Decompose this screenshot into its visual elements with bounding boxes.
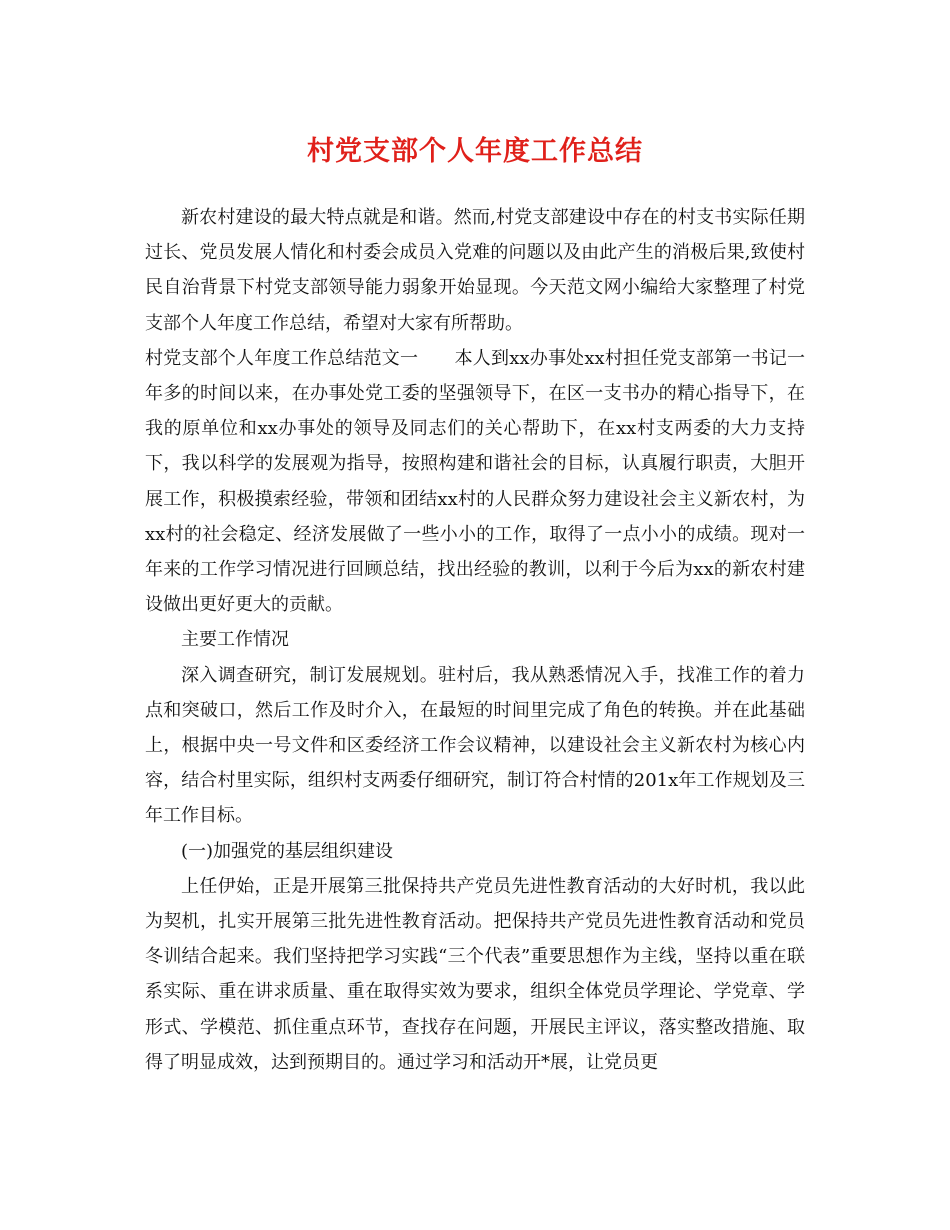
document-title: 村党支部个人年度工作总结 (307, 136, 643, 167)
section-heading-party-building: (一)加强党的基层组织建设 (181, 840, 394, 862)
section-heading-main-work: 主要工作情况 (181, 629, 289, 651)
document-body (145, 200, 805, 1080)
paragraph-research: 深入调查研究，制订发展规划。驻村后，我从熟悉情况入手，找准工作的着力点和突破口，然后工作及时介入，在最短的时间里完成了角色的转换。并在此基础上，根据中央一号文件和区委经济工作会议精神，以建设社会主义新农村为核心内容，结合村里实际，组织村支两委仔细研究，制订符合村情的201x年工作规划及三年工作目标。 (145, 664, 805, 827)
paragraph-intro: 新农村建设的最大特点就是和谐。然而,村党支部建设中存在的村支书实际任期过长、党员发展人情化和村委会成员入党难的问题以及由此产生的消极后果,致使村民自治背景下村党支部领导能力弱象开始显现。今天范文网小编给大家整理了村党支部个人年度工作总结，希望对大家有所帮助。 (145, 207, 805, 334)
paragraph-education-activity: 上任伊始，正是开展第三批保持共产党员先进性教育活动的大好时机，我以此为契机，扎实开展第三批先进性教育活动。把保持共产党员先进性教育活动和党员冬训结合起来。我们坚持把学习实践“三个代表”重要思想作为主线，坚持以重在联系实际、重在讲求质量、重在取得实效为要求，组织全体党员学理论、学党章、学形式、学模范、抓住重点环节，查找存在问题，开展民主评议，落实整改措施、取得了明显成效，达到预期目的。通过学习和活动开*展，让党员更 (145, 875, 805, 1073)
paragraph-sample-one: 村党支部个人年度工作总结范文一 本人到xx办事处xx村担任党支部第一书记一年多的时间以来，在办事处党工委的坚强领导下，在区一支书办的精心指导下，在我的原单位和xx办事处的领导及同志们的关心帮助下，在xx村支两委的大力支持下，我以科学的发展观为指导，按照构建和谐社会的目标，认真履行职责，大胆开展工作，积极摸索经验，带领和团结xx村的人民群众努力建设社会主义新农村，为xx村的社会稳定、经济发展做了一些小小的工作，取得了一点小小的成绩。现对一年来的工作学习情况进行回顾总结，找出经验的教训，以利于今后为xx的新农村建设做出更好更大的贡献。 (145, 347, 805, 616)
